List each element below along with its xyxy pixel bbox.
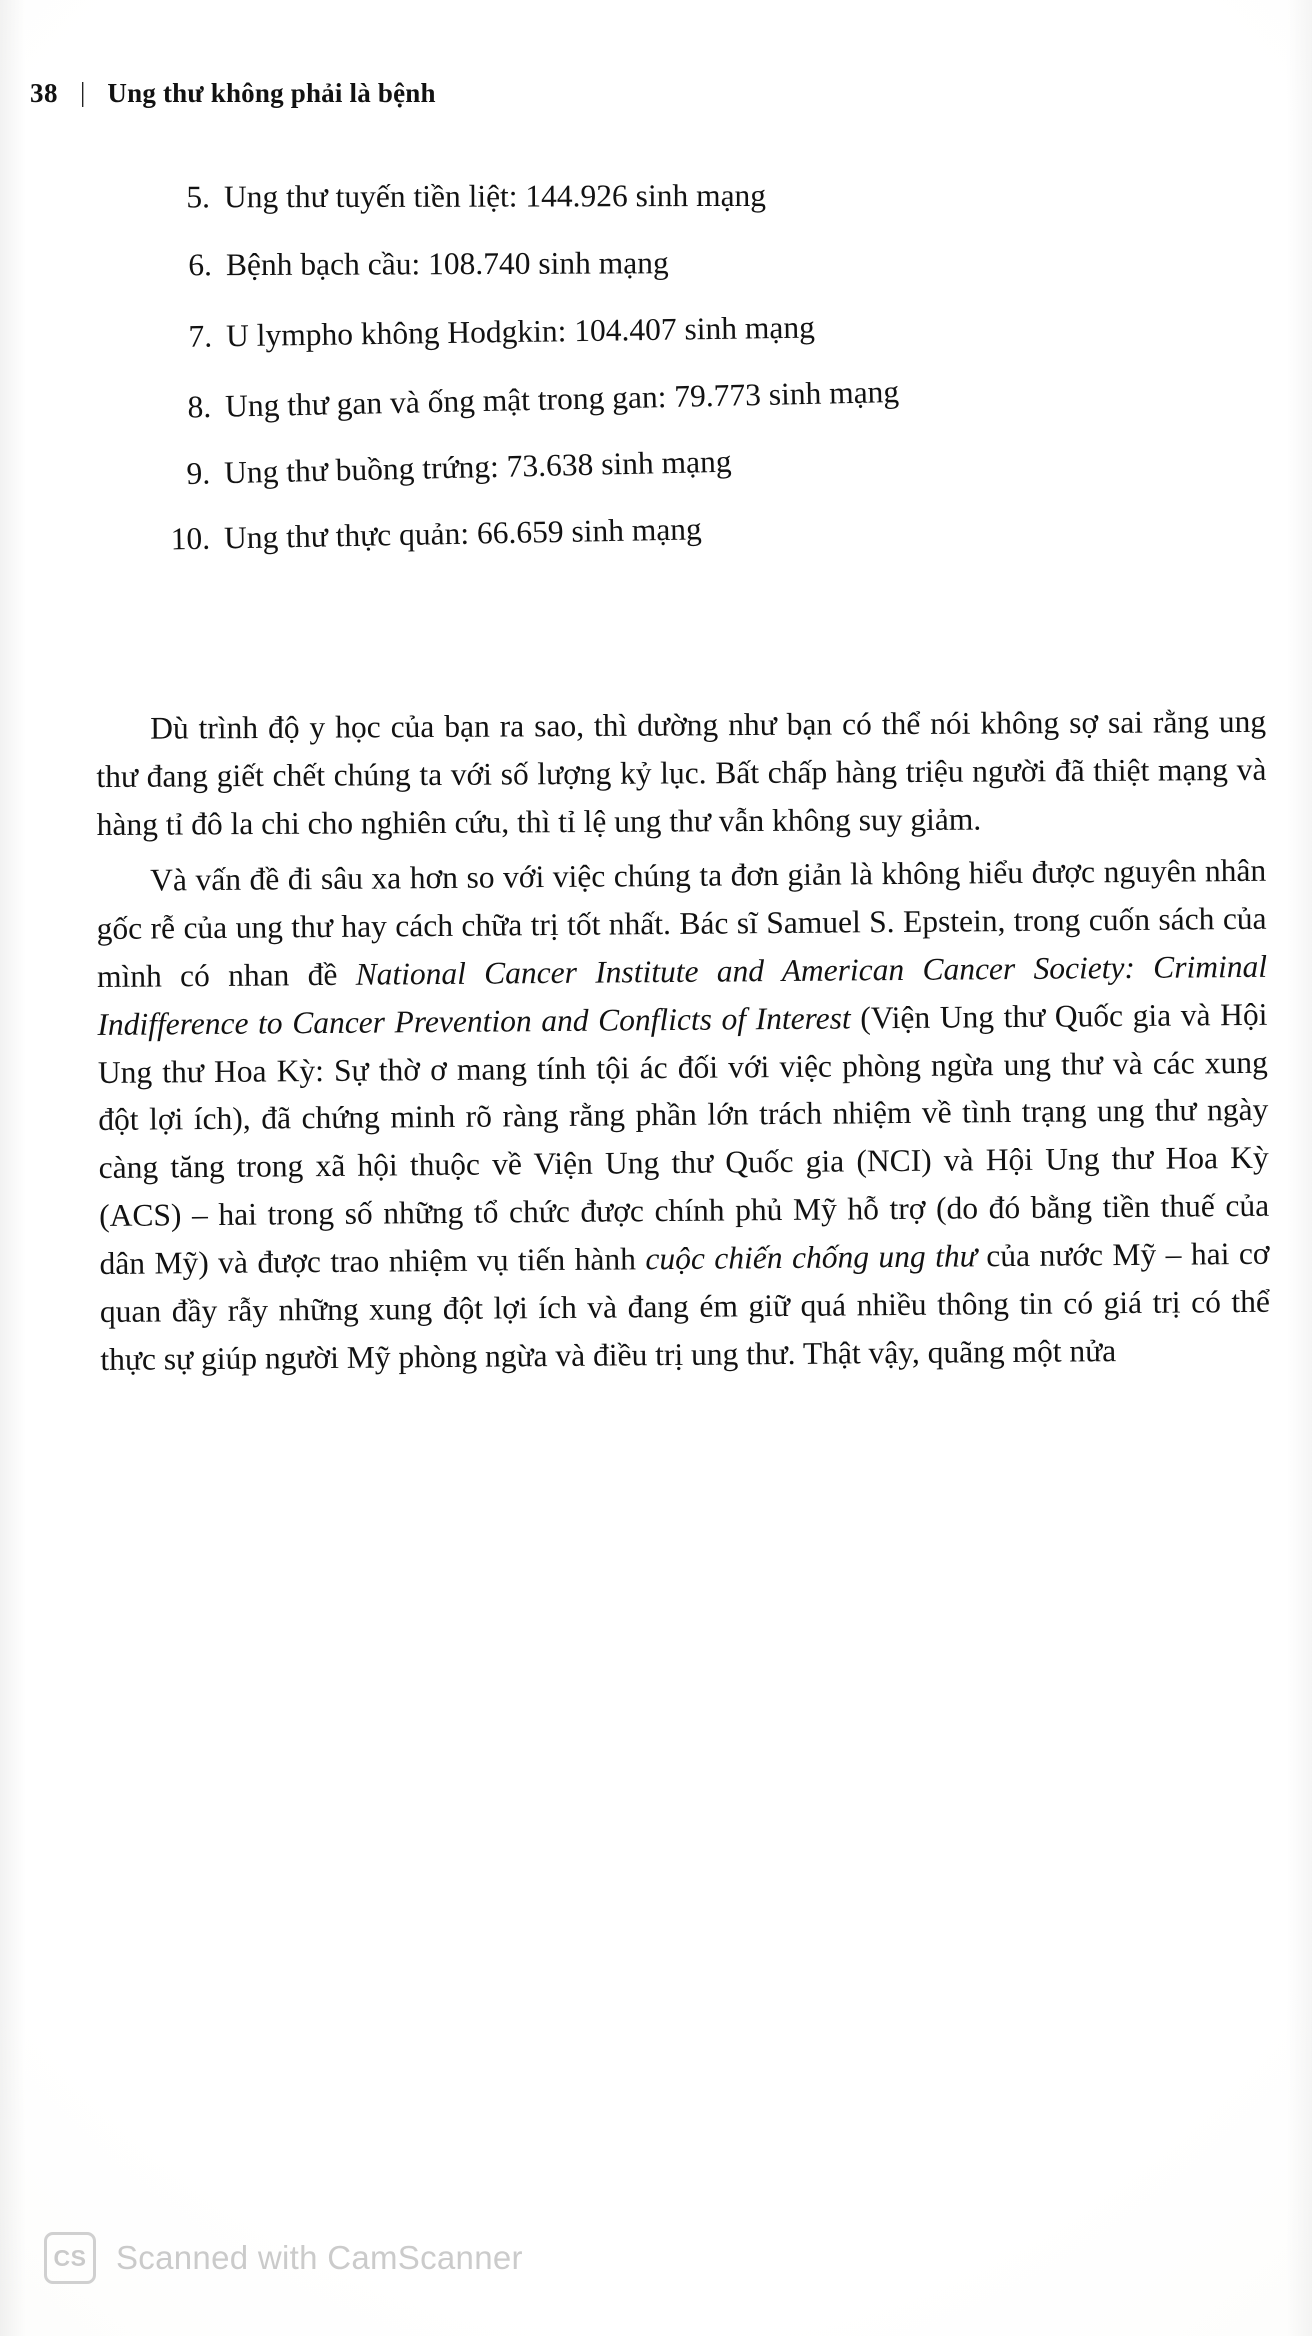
list-item: [170, 305, 1260, 353]
paragraph-2-text-b: (Viện Ung thư Quốc gia và Hội Ung thư Hoa Kỳ: Sự thờ ơ mang tính tội ác đối với việc phòng ngừa ung thư và các xung đột lợi ích), đã chứng minh rõ ràng rằng phần lớn trách nhiệm về tình trạng ung thư ngày càng tăng trong xã hội thuộc về Viện Ung thư Quốc gia (NCI) và Hội Ung thư Hoa Kỳ (ACS) – hai trong số những tổ chức được chính phủ Mỹ hỗ trợ (do đó bằng tiền thuế của dân Mỹ) và được trao nhiệm vụ tiến hành: [97, 996, 1270, 1281]
list-item: [168, 434, 1260, 490]
list-item-text: Ung thư buồng trứng: 73.638 sinh mạng: [223, 443, 732, 491]
list-item-number: 6.: [188, 246, 213, 282]
list-item-number: 5.: [186, 179, 211, 215]
body-text: [96, 703, 1271, 1391]
list-item: [170, 244, 1260, 280]
list-item: [168, 179, 1260, 213]
camscanner-watermark: [44, 2232, 523, 2284]
list-item-text: Bệnh bạch cầu: 108.740 sinh mạng: [225, 244, 669, 282]
book-title-italic-1: National Cancer Institute and American Cancer Society: Criminal Indifference to Cancer Prevention and Conflicts of Interest: [97, 948, 1268, 1042]
numbered-list: [168, 177, 1260, 579]
paragraph-2-text-c: của nước Mỹ – hai cơ quan đầy rẫy những xung đột lợi ích và đang ém giữ quá nhiều thông tin có giá trị có thể thực sự giúp người Mỹ phòng ngừa và điều trị ung thư. Thật vậy, quãng một nửa: [99, 1235, 1271, 1377]
list-item-number: 9.: [186, 455, 211, 491]
paragraph-1: Dù trình độ y học của bạn ra sao, thì dường như bạn có thể nói không sợ sai rằng ung thư đang giết chết chúng ta với số lượng kỷ lục. Bất chấp hàng triệu người đã thiệt mạng và hàng tỉ đô la chi cho nghiên cứu, thì tỉ lệ ung thư vẫn không suy giảm.: [96, 703, 1267, 842]
list-item-text: U lympho không Hodgkin: 104.407 sinh mạng: [225, 309, 816, 354]
list-item: [169, 368, 1260, 423]
book-title: Ung thư không phải là bệnh: [107, 78, 436, 108]
header-separator: |: [80, 77, 86, 107]
list-item: [168, 502, 1260, 554]
paragraph-2: [96, 846, 1271, 1383]
camscanner-watermark-text: Scanned with CamScanner: [116, 2239, 523, 2276]
list-item-number: 8.: [187, 388, 212, 424]
running-header: [30, 78, 1252, 109]
list-item-number: 7.: [188, 318, 213, 354]
list-item-text: Ung thư thực quản: 66.659 sinh mạng: [223, 510, 703, 555]
list-item-text: Ung thư tuyến tiền liệt: 144.926 sinh mạng: [223, 177, 767, 215]
paragraph-2-text-a: Và vấn đề đi sâu xa hơn so với việc chúng ta đơn giản là không hiểu được nguyên nhân gốc rễ của ung thư hay cách chữa trị tốt nhất. Bác sĩ Samuel S. Epstein, trong cuốn sách của mình có nhan đề: [96, 852, 1267, 994]
page-number: 38: [30, 78, 58, 108]
list-item-text: Ung thư gan và ống mật trong gan: 79.773 sinh mạng: [224, 373, 900, 424]
phrase-italic-2: cuộc chiến chống ung thư: [645, 1237, 978, 1276]
camscanner-logo-icon: CS: [44, 2232, 96, 2284]
list-item-number: 10.: [170, 520, 211, 556]
